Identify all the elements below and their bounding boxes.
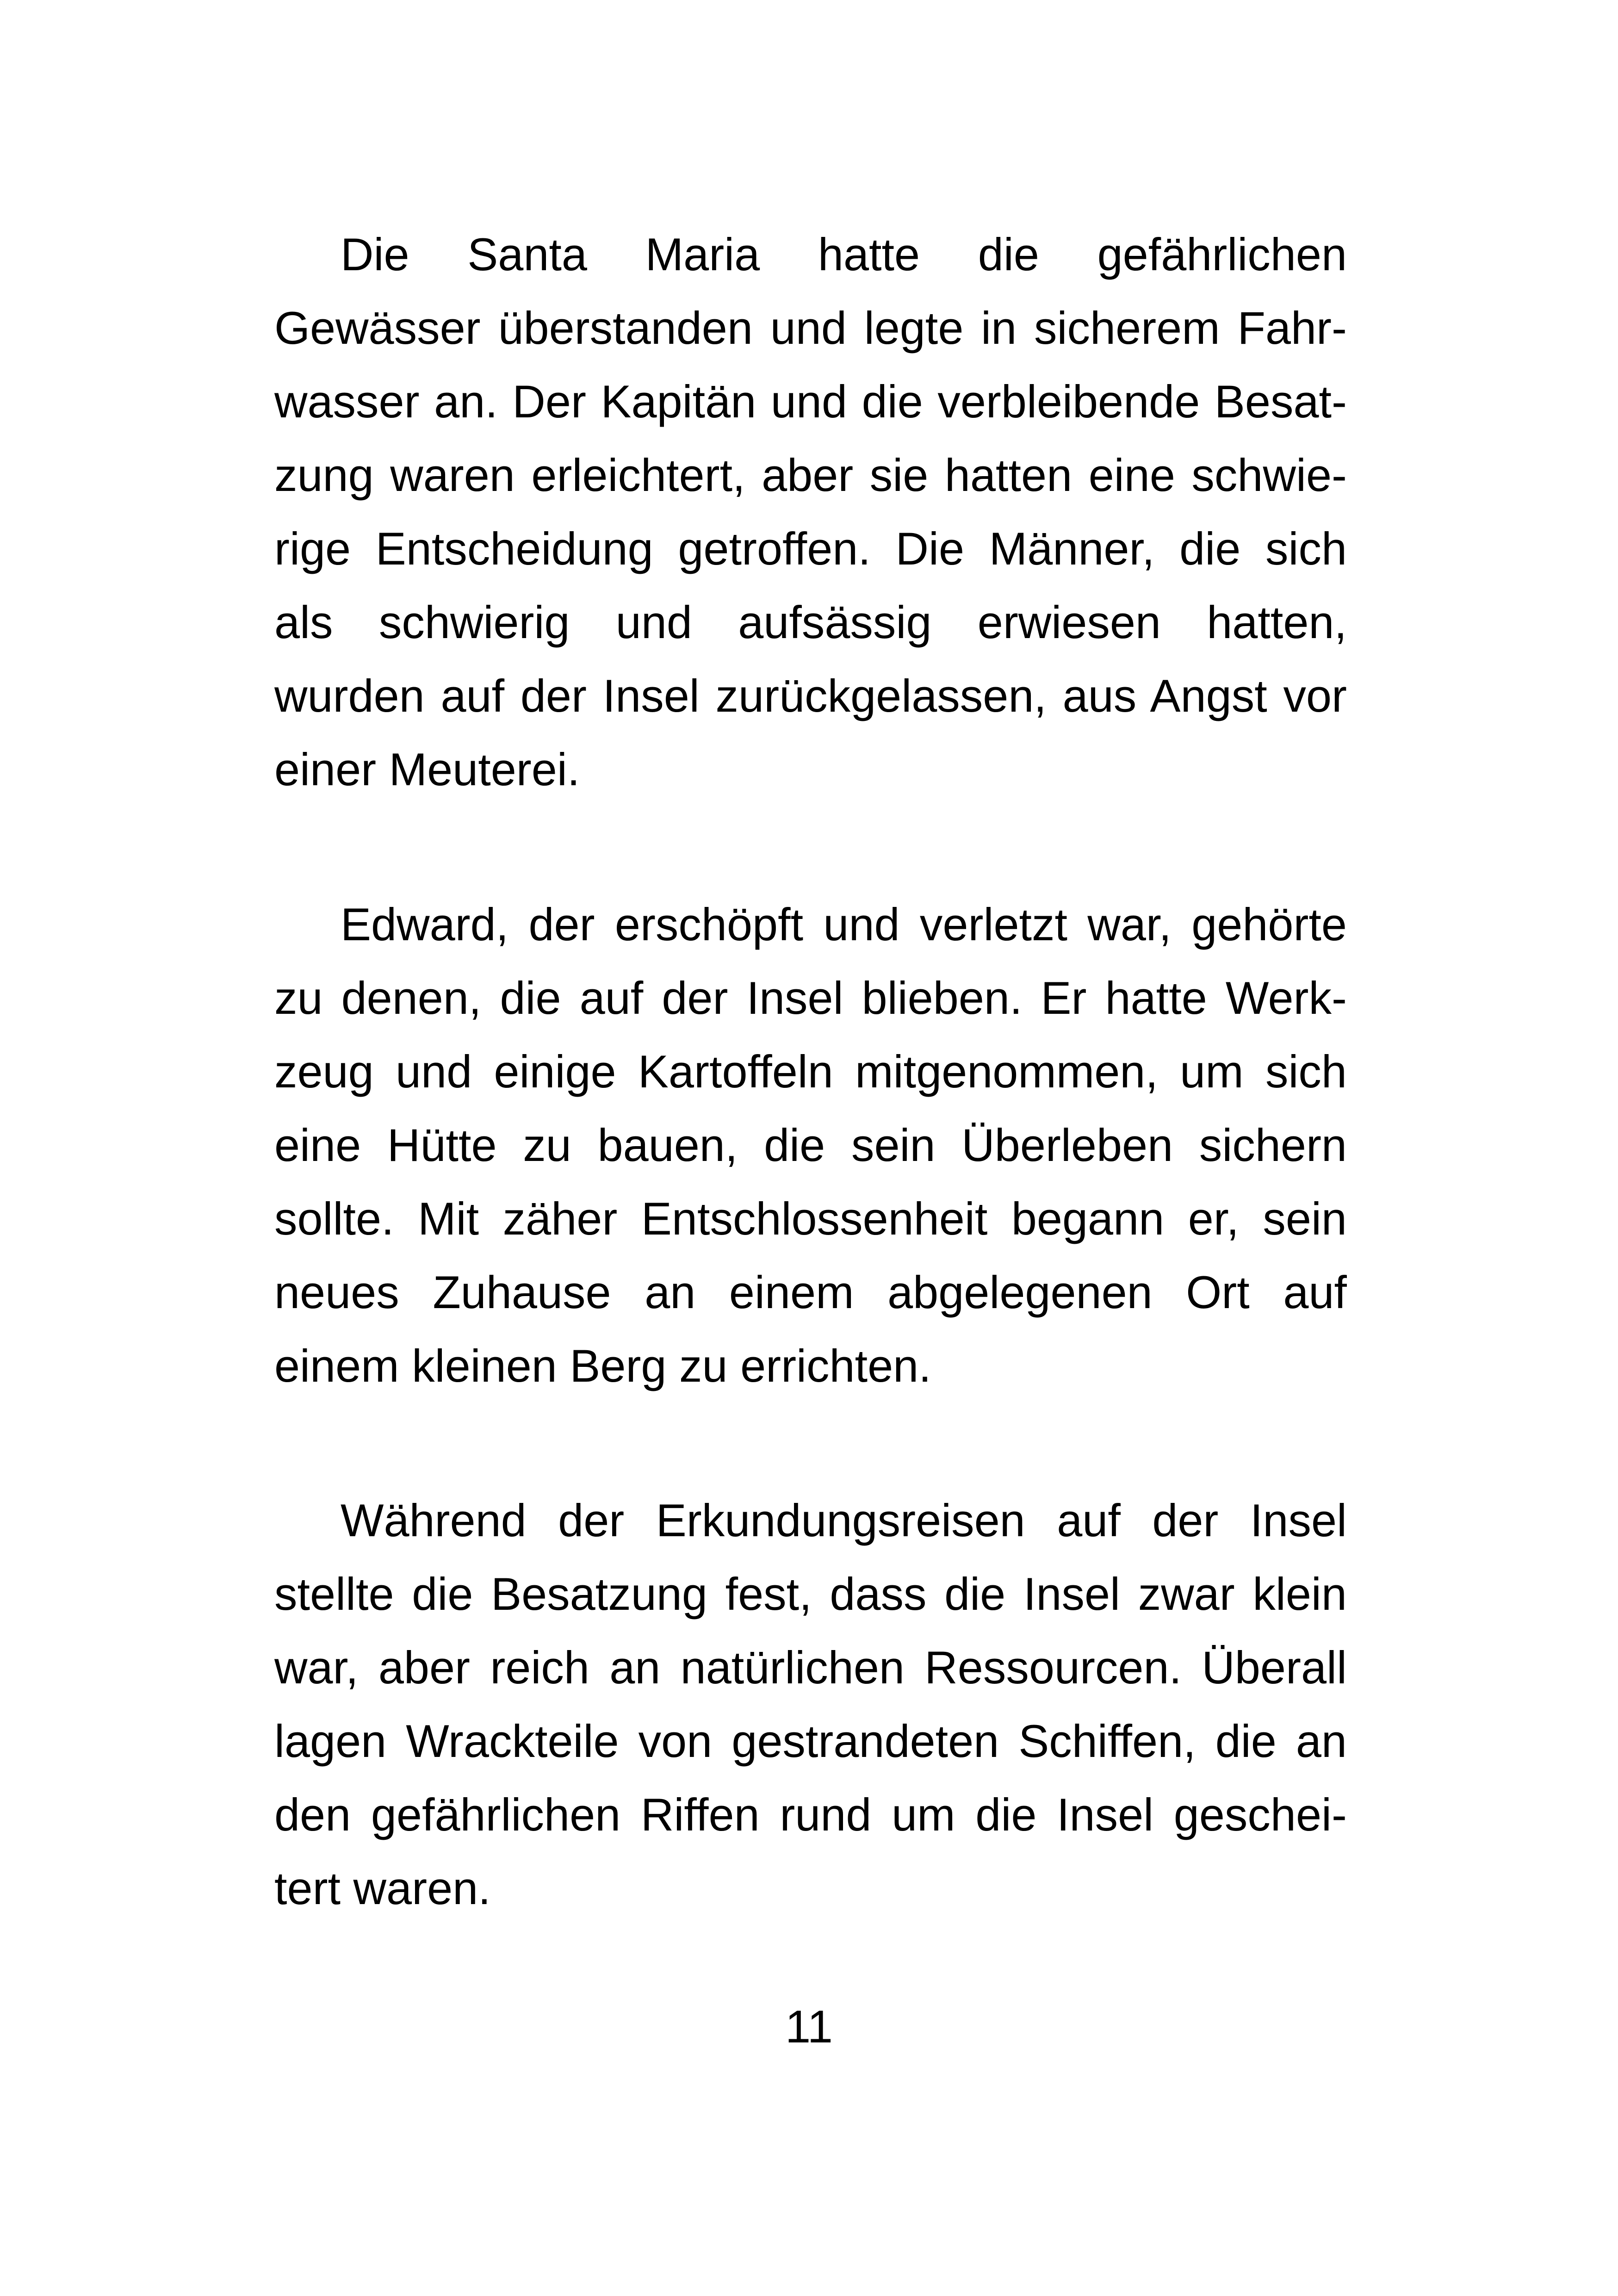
page-number: 11 (785, 2001, 833, 2052)
paragraph-line: eine Hütte zu bauen, die sein Überleben sichern (274, 1119, 1347, 1171)
paragraph-line: wurden auf der Insel zurückgelassen, aus Angst vor (274, 670, 1347, 721)
paragraph-line: zung waren erleichtert, aber sie hatten eine schwie- (274, 449, 1347, 501)
paragraph-line: einem kleinen Berg zu errichten. (274, 1340, 931, 1391)
paragraph-line: stellte die Besatzung fest, dass die Insel zwar klein (274, 1568, 1347, 1620)
paragraph-line: sollte. Mit zäher Entschlossenheit begann er, sein (274, 1193, 1347, 1244)
paragraph-line: als schwierig und aufsässig erwiesen hatten, (274, 596, 1347, 648)
paragraph-line: wasser an. Der Kapitän und die verbleibende Besat- (274, 376, 1347, 427)
paragraph-line: Gewässer überstanden und legte in sicherem Fahr- (274, 302, 1347, 354)
paragraph-line: Während der Erkundungsreisen auf der Insel (341, 1495, 1347, 1546)
paragraph-line: Edward, der erschöpft und verletzt war, gehörte (341, 899, 1347, 950)
paragraph-line: zu denen, die auf der Insel blieben. Er hatte Werk- (274, 972, 1347, 1024)
paragraph-line: Die Santa Maria hatte die gefährlichen (341, 229, 1347, 280)
paragraph-line: neues Zuhause an einem abgelegenen Ort auf (274, 1266, 1347, 1318)
paragraph-line: rige Entscheidung getroffen. Die Männer, die sich (274, 523, 1347, 574)
paragraph-line: war, aber reich an natürlichen Ressourcen. Überall (274, 1642, 1347, 1693)
paragraph-line: lagen Wrackteile von gestrandeten Schiffen, die an (274, 1715, 1347, 1767)
paragraph-line: den gefährlichen Riffen rund um die Insel geschei- (274, 1789, 1347, 1840)
paragraph-line: zeug und einige Kartoffeln mitgenommen, um sich (274, 1046, 1347, 1097)
paragraph-line: einer Meuterei. (274, 744, 580, 795)
paragraph-line: tert waren. (274, 1862, 491, 1914)
